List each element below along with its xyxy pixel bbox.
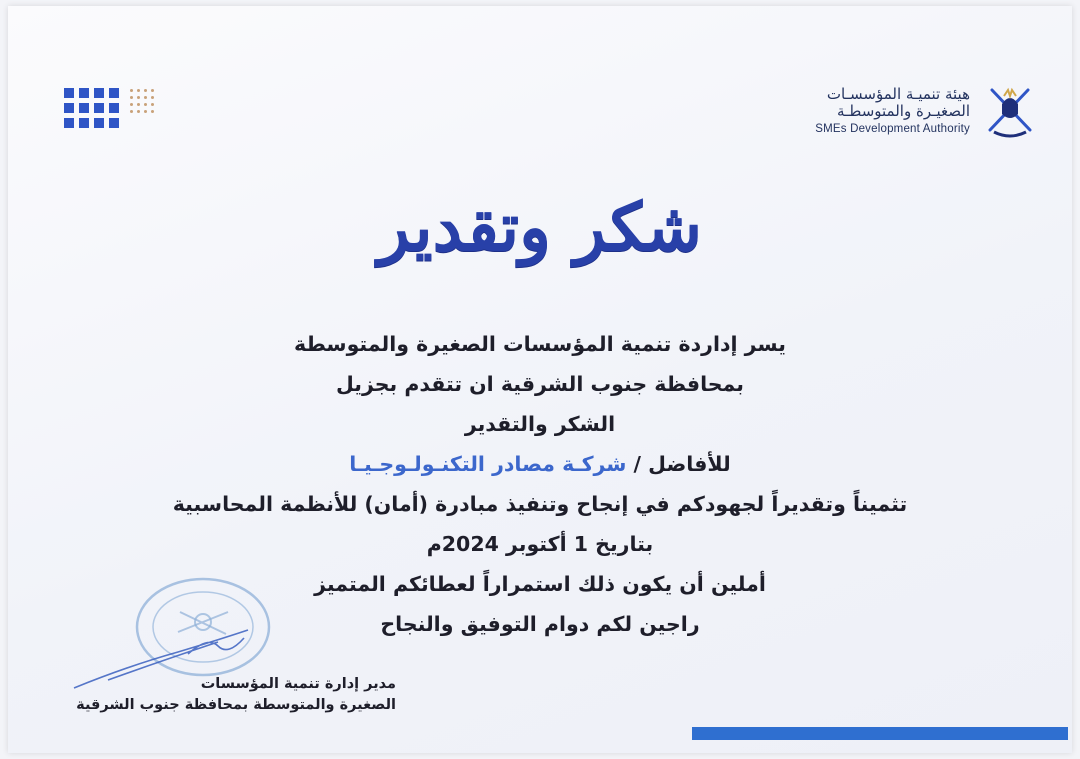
body-line-8: راجين لكم دوام التوفيق والنجاح <box>380 612 700 636</box>
logo-arabic-line1: هيئة تنميـة المؤسسـات <box>826 84 970 103</box>
body-line-3: الشكر والتقدير <box>464 412 616 436</box>
certificate <box>8 6 1072 753</box>
dot-grid-icon <box>64 88 119 128</box>
signer-title-line2: الصغيرة والمتوسطة بمحافظة جنوب الشرقية <box>76 697 396 713</box>
body-line-5: تثميناً وتقديراً لجهودكم في إنجاح وتنفيذ مبادرة (أمان) للأنظمة المحاسبية <box>172 492 908 516</box>
decorative-bottom-bar <box>692 727 1068 740</box>
body-line-7: أملين أن يكون ذلك استمراراً لعطائكم المتميز <box>314 572 766 596</box>
body-line-date: بتاريخ 1 أكتوبر 2024م <box>426 532 654 556</box>
signer-block <box>66 674 396 716</box>
body-line-2: بمحافظة جنوب الشرقية ان تتقدم بجزيل <box>335 372 744 396</box>
authority-logo <box>815 82 1036 140</box>
signer-title-line1: مدير إدارة تنمية المؤسسات <box>200 676 396 692</box>
recipient-line <box>8 444 1072 484</box>
oman-khanjar-emblem-icon <box>984 82 1036 140</box>
recipient-prefix: للأفاضل / <box>626 452 731 476</box>
logo-english-name: SMEs Development Authority <box>815 123 970 136</box>
certificate-title: شكر وتقدير <box>377 188 703 266</box>
body-line-1: يسر إداردة تنمية المؤسسات الصغيرة والمتوسطة <box>294 332 786 356</box>
small-dot-grid-icon <box>130 89 154 113</box>
logo-arabic-line2: الصغيـرة والمتوسطـة <box>836 101 970 120</box>
recipient-name: شركـة مصادر التكنـولـوجـيـا <box>349 452 627 476</box>
logo-text <box>815 86 970 137</box>
